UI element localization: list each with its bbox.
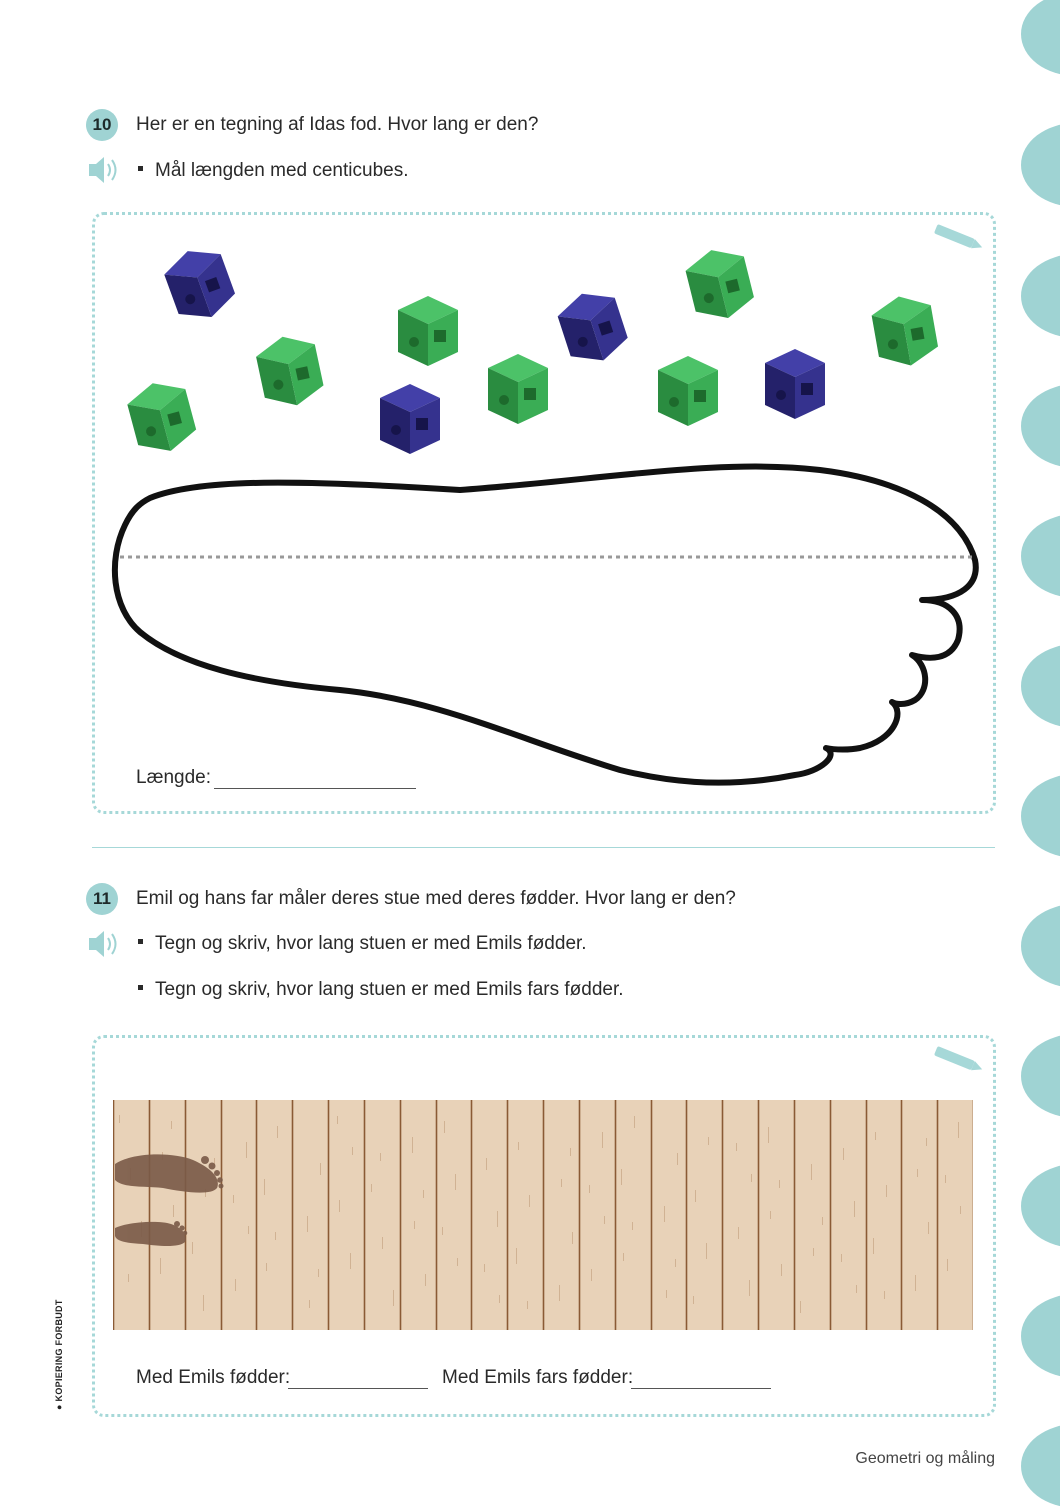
cube-icon xyxy=(488,354,548,424)
page-footer: Geometri og måling xyxy=(855,1450,995,1467)
side-tab xyxy=(1021,1424,1060,1508)
instruction-bullet: Mål længden med centicubes. xyxy=(138,160,408,182)
question-number: 10 xyxy=(86,109,118,141)
copyright-text: KOPIERING FORBUDT xyxy=(54,1299,64,1402)
emil-feet-label: Med Emils fødder: xyxy=(136,1367,291,1388)
length-answer-line[interactable] xyxy=(214,788,416,789)
cube-icon xyxy=(682,243,757,325)
side-tab xyxy=(1021,1034,1060,1118)
foot-outline xyxy=(0,440,1060,800)
length-label: Længde: xyxy=(136,767,212,788)
cube-icon xyxy=(765,349,825,419)
instruction-bullet: Tegn og skriv, hvor lang stuen er med Emils fødder. xyxy=(138,933,587,955)
cube-icon xyxy=(553,284,632,369)
centicubes xyxy=(0,0,1060,480)
side-tab xyxy=(1021,904,1060,988)
side-tab xyxy=(1021,1164,1060,1248)
speaker-icon[interactable] xyxy=(86,928,122,960)
question-text: Emil og hans far måler deres stue med deres fødder. Hvor lang er den? xyxy=(136,888,736,909)
far-feet-label: Med Emils fars fødder: xyxy=(442,1367,634,1388)
cube-icon xyxy=(398,296,458,366)
section-divider xyxy=(92,847,995,848)
cube-icon xyxy=(658,356,718,426)
cube-icon xyxy=(159,241,239,327)
cube-icon xyxy=(253,331,326,412)
no-copy-icon: ● xyxy=(54,1401,64,1410)
wooden-floor xyxy=(113,1100,973,1330)
pencil-icon xyxy=(930,1046,988,1074)
side-tab xyxy=(1021,1294,1060,1378)
cube-icon xyxy=(869,291,940,370)
copyright-note xyxy=(54,1299,64,1410)
instruction-bullet: Tegn og skriv, hvor lang stuen er med Emils fars fødder. xyxy=(138,979,624,1001)
question-number: 11 xyxy=(86,883,118,915)
emil-feet-answer-line[interactable] xyxy=(288,1388,428,1389)
question-text: Her er en tegning af Idas fod. Hvor lang er den? xyxy=(136,114,539,135)
far-feet-answer-line[interactable] xyxy=(631,1388,771,1389)
